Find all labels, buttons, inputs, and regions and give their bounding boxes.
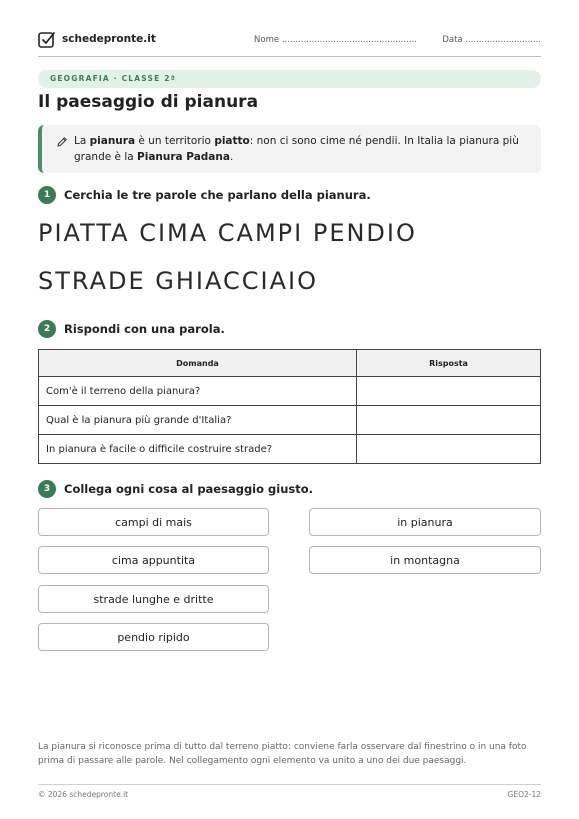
page-title: Il paesaggio di pianura bbox=[38, 92, 259, 112]
match-item-left[interactable]: campi di mais bbox=[38, 508, 269, 536]
subject-label: GEOGRAFIA · CLASSE 2ª bbox=[50, 74, 177, 83]
info-note bbox=[38, 125, 541, 173]
word-row-1[interactable]: PIATTA CIMA CAMPI PENDIO bbox=[38, 219, 417, 247]
match-item-left[interactable]: cima appuntita bbox=[38, 546, 269, 574]
match-item-right[interactable]: in montagna bbox=[309, 546, 541, 574]
answer-table bbox=[38, 349, 541, 464]
checkbox-logo-icon bbox=[38, 31, 56, 49]
keyword-pianura-padana: Pianura Padana bbox=[137, 151, 230, 163]
answer-cell[interactable] bbox=[357, 435, 541, 464]
word-row-2[interactable]: STRADE GHIACCIAIO bbox=[38, 267, 318, 295]
question-cell: Com'è il terreno della pianura? bbox=[39, 377, 357, 406]
answer-cell[interactable] bbox=[357, 406, 541, 435]
question-text: Rispondi con una parola. bbox=[64, 322, 225, 336]
match-item-left[interactable]: strade lunghe e dritte bbox=[38, 585, 269, 613]
keyword-piatto: piatto bbox=[214, 135, 250, 147]
question-text: Cerchia le tre parole che parlano della pianura. bbox=[64, 188, 371, 202]
name-line[interactable]: .................................................. bbox=[281, 35, 417, 45]
question-cell: In pianura è facile o difficile costruire strade? bbox=[39, 435, 357, 464]
question-text: Collega ogni cosa al paesaggio giusto. bbox=[64, 482, 313, 496]
name-date-fields bbox=[254, 35, 541, 45]
name-label: Nome bbox=[254, 35, 280, 45]
keyword-pianura: pianura bbox=[89, 135, 136, 147]
question-number: 2 bbox=[38, 320, 56, 338]
answer-cell[interactable] bbox=[357, 377, 541, 406]
match-item-left[interactable]: pendio ripido bbox=[38, 623, 269, 651]
teacher-note: La pianura si riconosce prima di tutto dal terreno piatto: conviene farla osservare dal finestrino o in una foto prima di passare alle parole. Nel collegamento ogni elemento va unito a uno dei due paesaggi. bbox=[38, 742, 527, 766]
sheet-code: GEO2-12 bbox=[507, 790, 541, 799]
date-line[interactable]: ............................ bbox=[465, 35, 541, 45]
column-header-domanda: Domanda bbox=[39, 350, 357, 377]
page-header bbox=[38, 28, 541, 56]
pencil-icon bbox=[56, 136, 68, 148]
header-divider bbox=[38, 56, 541, 57]
table-row bbox=[39, 377, 541, 406]
date-label: Data bbox=[442, 35, 463, 45]
brand-name: schedepronte.it bbox=[62, 33, 156, 45]
table-row bbox=[39, 435, 541, 464]
table-row bbox=[39, 406, 541, 435]
match-item-right[interactable]: in pianura bbox=[309, 508, 541, 536]
note-text: La pianura è un territorio piatto: non ci sono cime né pendii. In Italia la pianura più grande è la Pianura Padana. bbox=[74, 135, 519, 163]
footer-divider bbox=[38, 784, 541, 785]
column-header-risposta: Risposta bbox=[357, 350, 541, 377]
subject-band bbox=[38, 70, 541, 88]
question-cell: Qual è la pianura più grande d'Italia? bbox=[39, 406, 357, 435]
question-number: 1 bbox=[38, 186, 56, 204]
question-number: 3 bbox=[38, 480, 56, 498]
copyright: © 2026 schedepronte.it bbox=[38, 790, 129, 799]
